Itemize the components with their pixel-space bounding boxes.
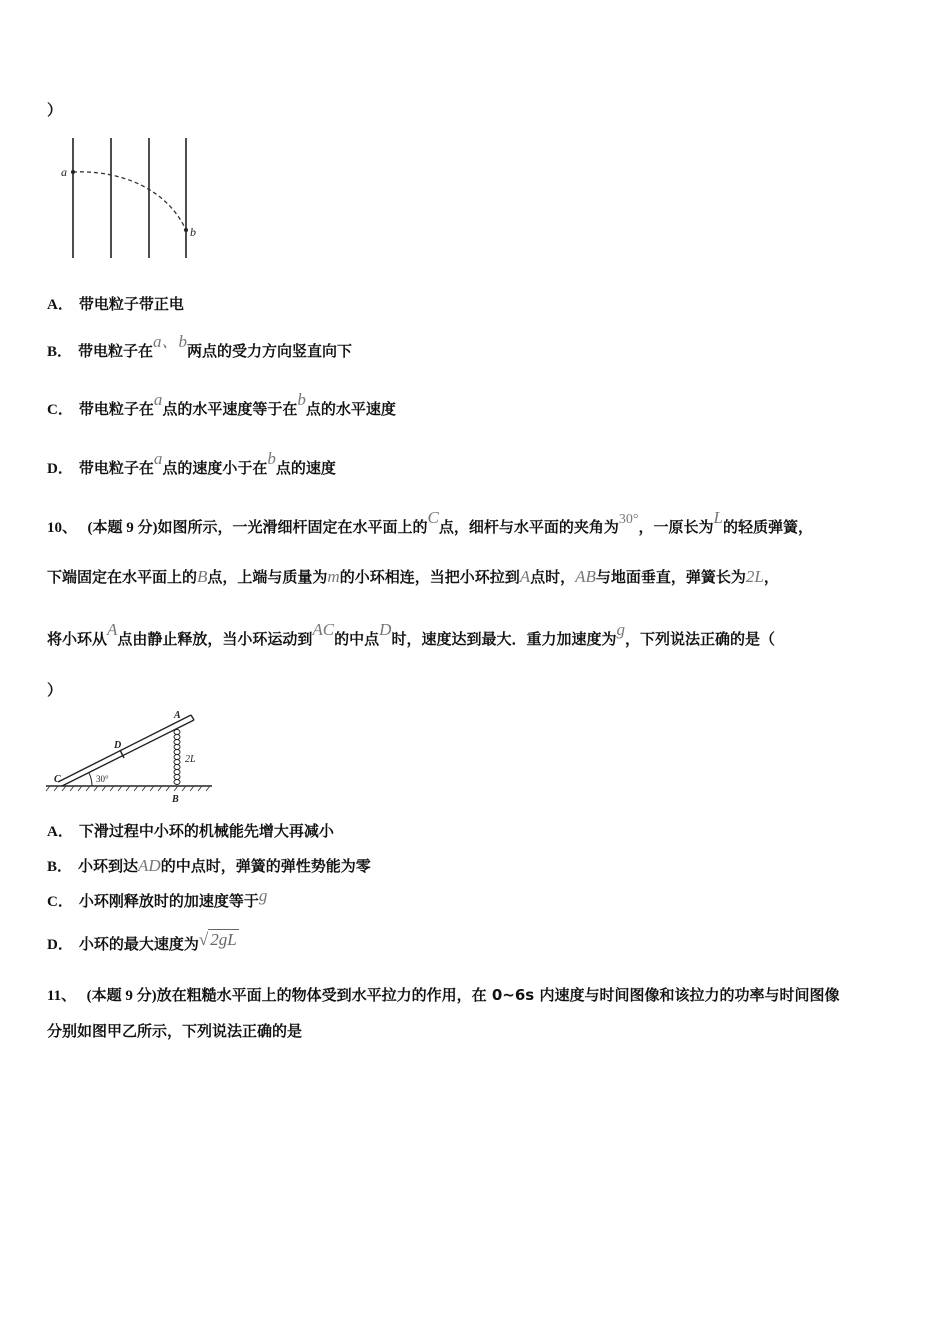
rod-end-cap [191,715,194,720]
q10-option-b: B． 小环到达AD的中点时，弹簧的弹性势能为零 [47,856,371,875]
q11-number: 11、 [47,988,77,1004]
label-b: b [190,225,196,239]
q9-option-b: B． 带电粒子在a、b两点的受力方向竖直向下 [47,332,353,360]
q10-rod-spring-figure [44,706,219,806]
q10-number: 10、 [47,520,78,536]
angle-arc [89,773,92,786]
q10-option-c: C． 小环刚释放时的加速度等于g [47,886,268,910]
q11-stem-line2: 分别如图甲乙所示，下列说法正确的是 [47,1022,303,1040]
q9-field-figure [55,130,215,265]
q10-option-d: D． 小环的最大速度为√ 2gL [47,930,237,953]
label-a: a [61,165,67,179]
q9-option-d: D． 带电粒子在a点的速度小于在b点的速度 [47,449,336,477]
label-D: D [114,740,122,751]
q9-option-a: A． 带电粒子带正电 [47,295,184,313]
q10-paren-close: ） [47,681,63,699]
q10-option-a: A． 下滑过程中小环的机械能先增大再减小 [47,822,334,840]
q10-score: (本题 9 分) [87,520,158,536]
sqrt-expression: √ 2gL [198,930,237,949]
q9-option-c: C． 带电粒子在a点的水平速度等于在b点的水平速度 [47,390,396,418]
rod-edge-top [58,715,191,782]
label-A: A [174,710,181,721]
spring-coil [174,730,180,785]
q10-stem-line1: 10、 (本题 9 分)如图所示，一光滑细杆固定在水平面上的C点，细杆与水平面的夹角为30°，一原长为L的轻质弹簧， [47,508,813,536]
math-ab: a、b [153,332,188,351]
label-angle: 30° [96,774,109,784]
label-B: B [172,794,179,805]
label-C: C [54,774,61,785]
q11-stem-line1: 11、 (本题 9 分)放在粗糙水平面上的物体受到水平拉力的作用，在 0~6s 内速度与时间图像和该拉力的功率与时间图像 [47,986,840,1004]
q10-stem-line3: 将小环从A点由静止释放，当小环运动到AC的中点D时，速度达到最大．重力加速度为g，下列说法正确的是（ [47,620,775,648]
point-b-dot [184,228,188,232]
point-a-dot [71,170,75,174]
q11-score: (本题 9 分) [86,988,157,1004]
continued-paren: ） [47,101,63,119]
label-spring-length: 2L [185,754,196,765]
q10-stem-line2: 下端固定在水平面上的B点，上端与质量为m的小环相连，当把小环拉到A点时，AB与地面垂直，弹簧长为2L， [47,567,779,586]
trajectory-curve [73,172,186,230]
